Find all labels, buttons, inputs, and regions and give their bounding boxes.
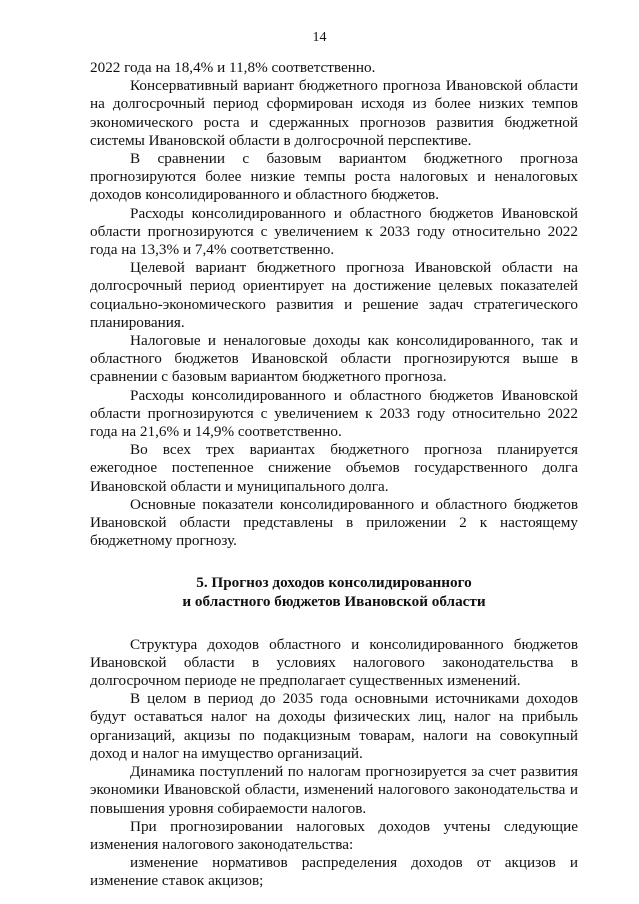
- paragraph: Основные показатели консолидированного и областного бюджетов Ивановской области представлены в приложении 2 к настоящему бюджетному прогнозу.: [90, 495, 578, 550]
- section-heading-line-2: и областного бюджетов Ивановской области: [182, 593, 486, 611]
- paragraph: изменение нормативов распределения доходов от акцизов и изменение ставок акцизов;: [90, 854, 578, 890]
- paragraph: Структура доходов областного и консолидированного бюджетов Ивановской области в условиях налогового законодательства в долгосрочном периоде не предполагает существенных изменений.: [90, 635, 578, 690]
- paragraph: 2022 года на 18,4% и 11,8% соответственно.: [90, 59, 376, 76]
- paragraph: Целевой вариант бюджетного прогноза Ивановской области на долгосрочный период ориентирует на достижение целевых показателей социально-экономического развития и решение задач стратегического планирования.: [90, 259, 578, 331]
- paragraph: Расходы консолидированного и областного бюджетов Ивановской области прогнозируются с увеличением к 2033 году относительно 2022 года на 21,6% и 14,9% соответственно.: [90, 386, 578, 441]
- section-heading-line-1: 5. Прогноз доходов консолидированного: [196, 574, 472, 592]
- paragraph: Расходы консолидированного и областного бюджетов Ивановской области прогнозируются с увеличением к 2033 году относительно 2022 года на 13,3% и 7,4% соответственно.: [90, 204, 578, 259]
- paragraph: В сравнении с базовым вариантом бюджетного прогноза прогнозируются более низкие темпы роста налоговых и неналоговых доходов консолидированного и областного бюджетов.: [90, 150, 578, 204]
- page-number: 14: [312, 30, 327, 45]
- paragraph: Во всех трех вариантах бюджетного прогноза планируется ежегодное постепенное снижение объемов государственного долга Ивановской области и муниципального долга.: [90, 441, 578, 495]
- paragraph: Консервативный вариант бюджетного прогноза Ивановской области на долгосрочный период сформирован исходя из более низких темпов экономического роста и сдержанных прогнозов развития бюджетной системы Ивановской области в долгосрочной перспективе.: [90, 77, 578, 149]
- paragraph: Динамика поступлений по налогам прогнозируется за счет развития экономики Ивановской области, изменений налогового законодательства и повышения уровня собираемости налогов.: [90, 763, 578, 817]
- paragraph: При прогнозировании налоговых доходов учтены следующие изменения налогового законодательства:: [90, 817, 578, 853]
- paragraph: Налоговые и неналоговые доходы как консолидированного, так и областного бюджетов Ивановской области прогнозируются выше в сравнении с базовым вариантом бюджетного прогноза.: [90, 332, 578, 386]
- paragraph: В целом в период до 2035 года основными источниками доходов будут оставаться налог на доходы физических лиц, налог на прибыль организаций, акцизы по подакцизным товарам, налоги на совокупный доход и налог на имущество организаций.: [90, 690, 578, 762]
- section-heading: [90, 574, 578, 611]
- document-body: [90, 59, 578, 891]
